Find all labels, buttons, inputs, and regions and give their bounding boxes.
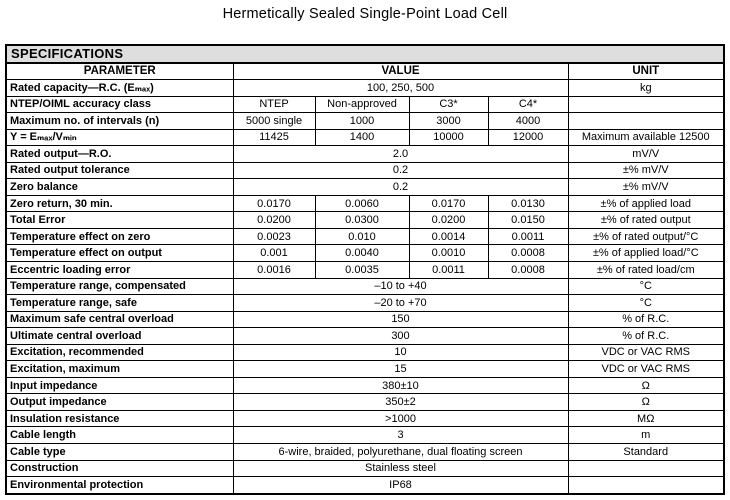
value-cell: 0.0170 [233,195,315,212]
value-cell: 0.0300 [315,212,409,229]
unit-cell: kg [568,80,724,97]
value-cell: 150 [233,311,568,328]
value-cell: C3* [409,96,488,113]
parameter-cell: Construction [6,460,233,477]
table-row [6,262,724,279]
column-header-unit: UNIT [568,63,724,80]
value-cell: 0.0011 [409,262,488,279]
value-cell: NTEP [233,96,315,113]
table-row [6,328,724,345]
value-cell: 1000 [315,113,409,130]
table-row [6,295,724,312]
unit-cell: VDC or VAC RMS [568,361,724,378]
parameter-cell: Rated output—R.O. [6,146,233,163]
table-row [6,129,724,146]
parameter-cell: Temperature effect on output [6,245,233,262]
unit-cell: Maximum available 12500 [568,129,724,146]
unit-cell: ±% of rated output/°C [568,228,724,245]
value-cell: 3000 [409,113,488,130]
unit-cell: VDC or VAC RMS [568,344,724,361]
table-row [6,212,724,229]
value-cell: 380±10 [233,377,568,394]
value-cell: 0.0040 [315,245,409,262]
table-row [6,245,724,262]
column-header-parameter: PARAMETER [6,63,233,80]
value-cell: Non-approved [315,96,409,113]
value-cell: 10000 [409,129,488,146]
unit-cell: ±% of applied load [568,195,724,212]
parameter-cell: Rated output tolerance [6,162,233,179]
unit-cell: % of R.C. [568,311,724,328]
parameter-cell: Temperature range, compensated [6,278,233,295]
parameter-cell: Cable type [6,444,233,461]
value-cell: Stainless steel [233,460,568,477]
parameter-cell: Input impedance [6,377,233,394]
parameter-cell: Rated capacity—R.C. (Eₘₐₓ) [6,80,233,97]
unit-cell: °C [568,295,724,312]
value-cell: 4000 [488,113,568,130]
section-header-row [6,45,724,63]
unit-cell: ±% of rated output [568,212,724,229]
table-row [6,96,724,113]
value-cell: 0.010 [315,228,409,245]
parameter-cell: Zero balance [6,179,233,196]
unit-cell: ±% mV/V [568,162,724,179]
value-cell: 0.0200 [409,212,488,229]
value-cell: 350±2 [233,394,568,411]
parameter-cell: Eccentric loading error [6,262,233,279]
value-cell: 15 [233,361,568,378]
table-row [6,377,724,394]
table-row [6,410,724,427]
value-cell: 0.0200 [233,212,315,229]
unit-cell [568,477,724,494]
value-cell: 0.0016 [233,262,315,279]
value-cell: 0.0008 [488,262,568,279]
column-header-row [6,63,724,80]
parameter-cell: Y = Eₘₐₓ/Vₘᵢₙ [6,129,233,146]
unit-cell: ±% of applied load/°C [568,245,724,262]
parameter-cell: Excitation, maximum [6,361,233,378]
unit-cell: m [568,427,724,444]
unit-cell: °C [568,278,724,295]
parameter-cell: Zero return, 30 min. [6,195,233,212]
table-row [6,311,724,328]
table-row [6,146,724,163]
unit-cell: Standard [568,444,724,461]
value-cell: 0.0060 [315,195,409,212]
specifications-table [5,44,725,495]
parameter-cell: Cable length [6,427,233,444]
value-cell: 6-wire, braided, polyurethane, dual floating screen [233,444,568,461]
value-cell: IP68 [233,477,568,494]
table-row [6,477,724,494]
table-row [6,394,724,411]
section-header: SPECIFICATIONS [6,45,724,63]
value-cell: 0.0008 [488,245,568,262]
value-cell: –10 to +40 [233,278,568,295]
parameter-cell: Ultimate central overload [6,328,233,345]
parameter-cell: Excitation, recommended [6,344,233,361]
value-cell: 11425 [233,129,315,146]
value-cell: 1400 [315,129,409,146]
table-row [6,179,724,196]
table-row [6,162,724,179]
value-cell: 0.0023 [233,228,315,245]
table-row [6,278,724,295]
value-cell: 3 [233,427,568,444]
unit-cell: % of R.C. [568,328,724,345]
table-row [6,444,724,461]
unit-cell [568,460,724,477]
parameter-cell: Temperature range, safe [6,295,233,312]
value-cell: 2.0 [233,146,568,163]
value-cell: 0.0014 [409,228,488,245]
table-row [6,80,724,97]
value-cell: 0.0035 [315,262,409,279]
table-row [6,344,724,361]
unit-cell: MΩ [568,410,724,427]
value-cell: 0.0010 [409,245,488,262]
parameter-cell: NTEP/OIML accuracy class [6,96,233,113]
value-cell: 0.0150 [488,212,568,229]
value-cell: 100, 250, 500 [233,80,568,97]
table-row [6,460,724,477]
value-cell: 12000 [488,129,568,146]
parameter-cell: Environmental protection [6,477,233,494]
value-cell: 0.2 [233,179,568,196]
value-cell: >1000 [233,410,568,427]
parameter-cell: Insulation resistance [6,410,233,427]
page-title: Hermetically Sealed Single-Point Load Cell [222,6,508,22]
unit-cell: ±% mV/V [568,179,724,196]
value-cell: 0.2 [233,162,568,179]
parameter-cell: Temperature effect on zero [6,228,233,245]
spec-table-body [6,80,724,495]
table-row [6,195,724,212]
value-cell: 0.001 [233,245,315,262]
value-cell: 10 [233,344,568,361]
value-cell: 300 [233,328,568,345]
unit-cell: Ω [568,394,724,411]
table-row [6,228,724,245]
unit-cell: mV/V [568,146,724,163]
table-row [6,113,724,130]
value-cell: 0.0130 [488,195,568,212]
parameter-cell: Output impedance [6,394,233,411]
unit-cell: ±% of rated load/cm [568,262,724,279]
unit-cell [568,96,724,113]
table-row [6,361,724,378]
parameter-cell: Maximum safe central overload [6,311,233,328]
parameter-cell: Maximum no. of intervals (n) [6,113,233,130]
value-cell: C4* [488,96,568,113]
unit-cell [568,113,724,130]
value-cell: 0.0011 [488,228,568,245]
value-cell: 0.0170 [409,195,488,212]
unit-cell: Ω [568,377,724,394]
value-cell: 5000 single [233,113,315,130]
value-cell: –20 to +70 [233,295,568,312]
column-header-value: VALUE [233,63,568,80]
parameter-cell: Total Error [6,212,233,229]
table-row [6,427,724,444]
